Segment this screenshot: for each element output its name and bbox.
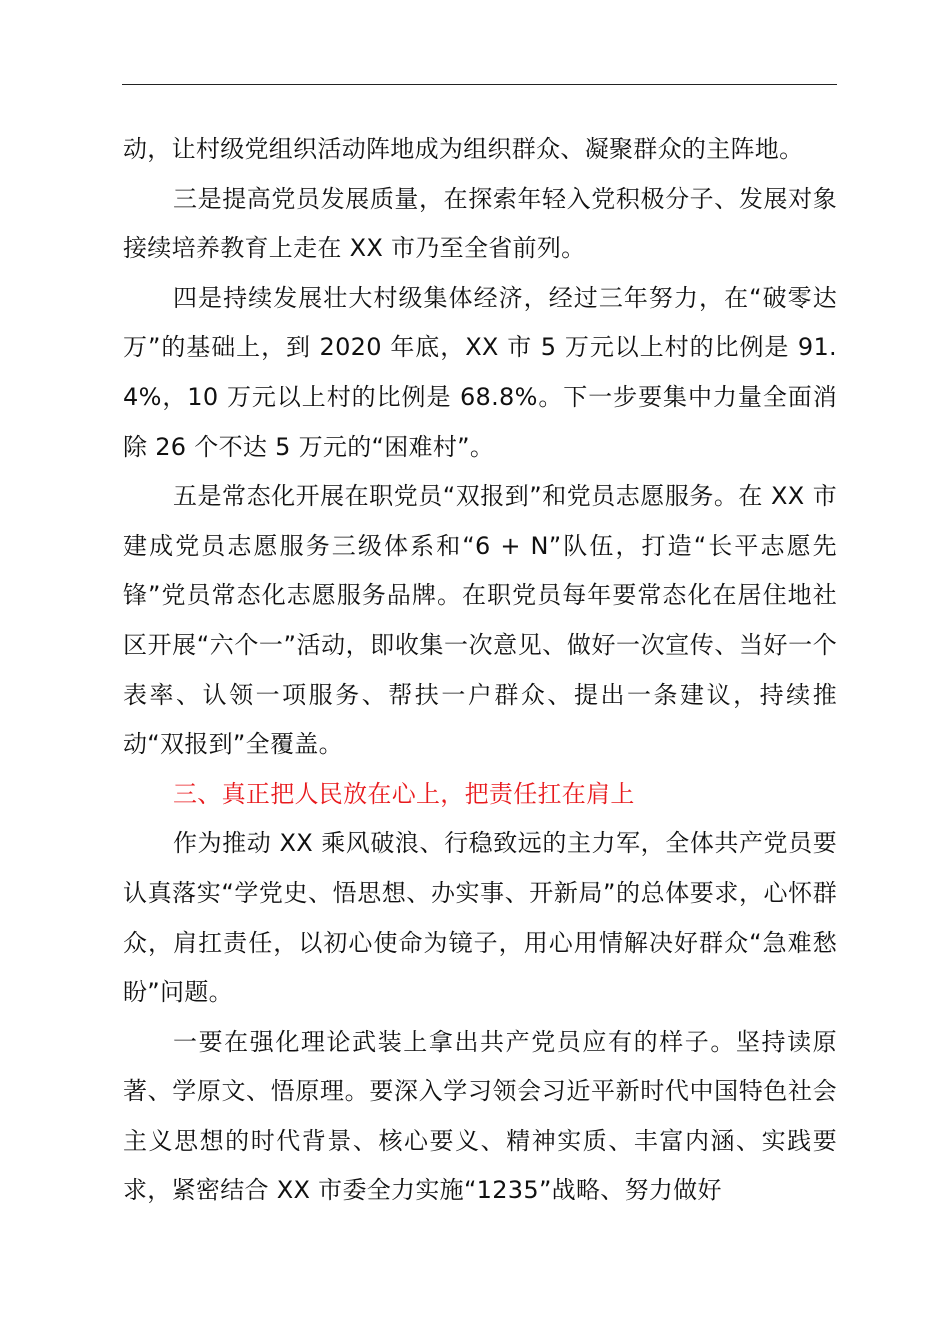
paragraph-continuation: 动，让村级党组织活动阵地成为组织群众、凝聚群众的主阵地。 bbox=[123, 135, 804, 163]
section-heading: 三、真正把人民放在心上，把责任扛在肩上 bbox=[173, 779, 635, 808]
document-body bbox=[123, 125, 837, 1216]
header-rule bbox=[122, 84, 837, 85]
paragraph-point-five: 五是常态化开展在职党员“双报到”和党员志愿服务。在 XX 市建成党员志愿服务三级体系和“6 + N”队伍，打造“长平志愿先锋”党员常态化志愿服务品牌。在职党员每年要常态化在居住地社区开展“六个一”活动，即收集一次意见、做好一次宣传、当好一个表率、认领一项服务、帮扶一户群众、提出一条建议，持续推动“双报到”全覆盖。 bbox=[123, 482, 837, 759]
paragraph-point-four: 四是持续发展壮大村级集体经济，经过三年努力，在“破零达万”的基础上，到 2020 年底，XX 市 5 万元以上村的比例是 91.4%，10 万元以上村的比例是 68.8%。下一步要集中力量全面消除 26 个不达 5 万元的“困难村”。 bbox=[123, 283, 837, 461]
paragraph-point-three: 三是提高党员发展质量，在探索年轻入党积极分子、发展对象接续培养教育上走在 XX 市乃至全省前列。 bbox=[123, 184, 837, 263]
paragraph-requirement-one: 一要在强化理论武装上拿出共产党员应有的样子。坚持读原著、学原文、悟原理。要深入学习领会习近平新时代中国特色社会主义思想的时代背景、核心要义、精神实质、丰富内涵、实践要求，紧密结合 XX 市委全力实施“1235”战略、努力做好 bbox=[123, 1027, 837, 1205]
paragraph-section-intro: 作为推动 XX 乘风破浪、行稳致远的主力军，全体共产党员要认真落实“学党史、悟思想、办实事、开新局”的总体要求，心怀群众，肩扛责任，以初心使命为镜子，用心用情解决好群众“急难愁盼”问题。 bbox=[123, 829, 837, 1007]
